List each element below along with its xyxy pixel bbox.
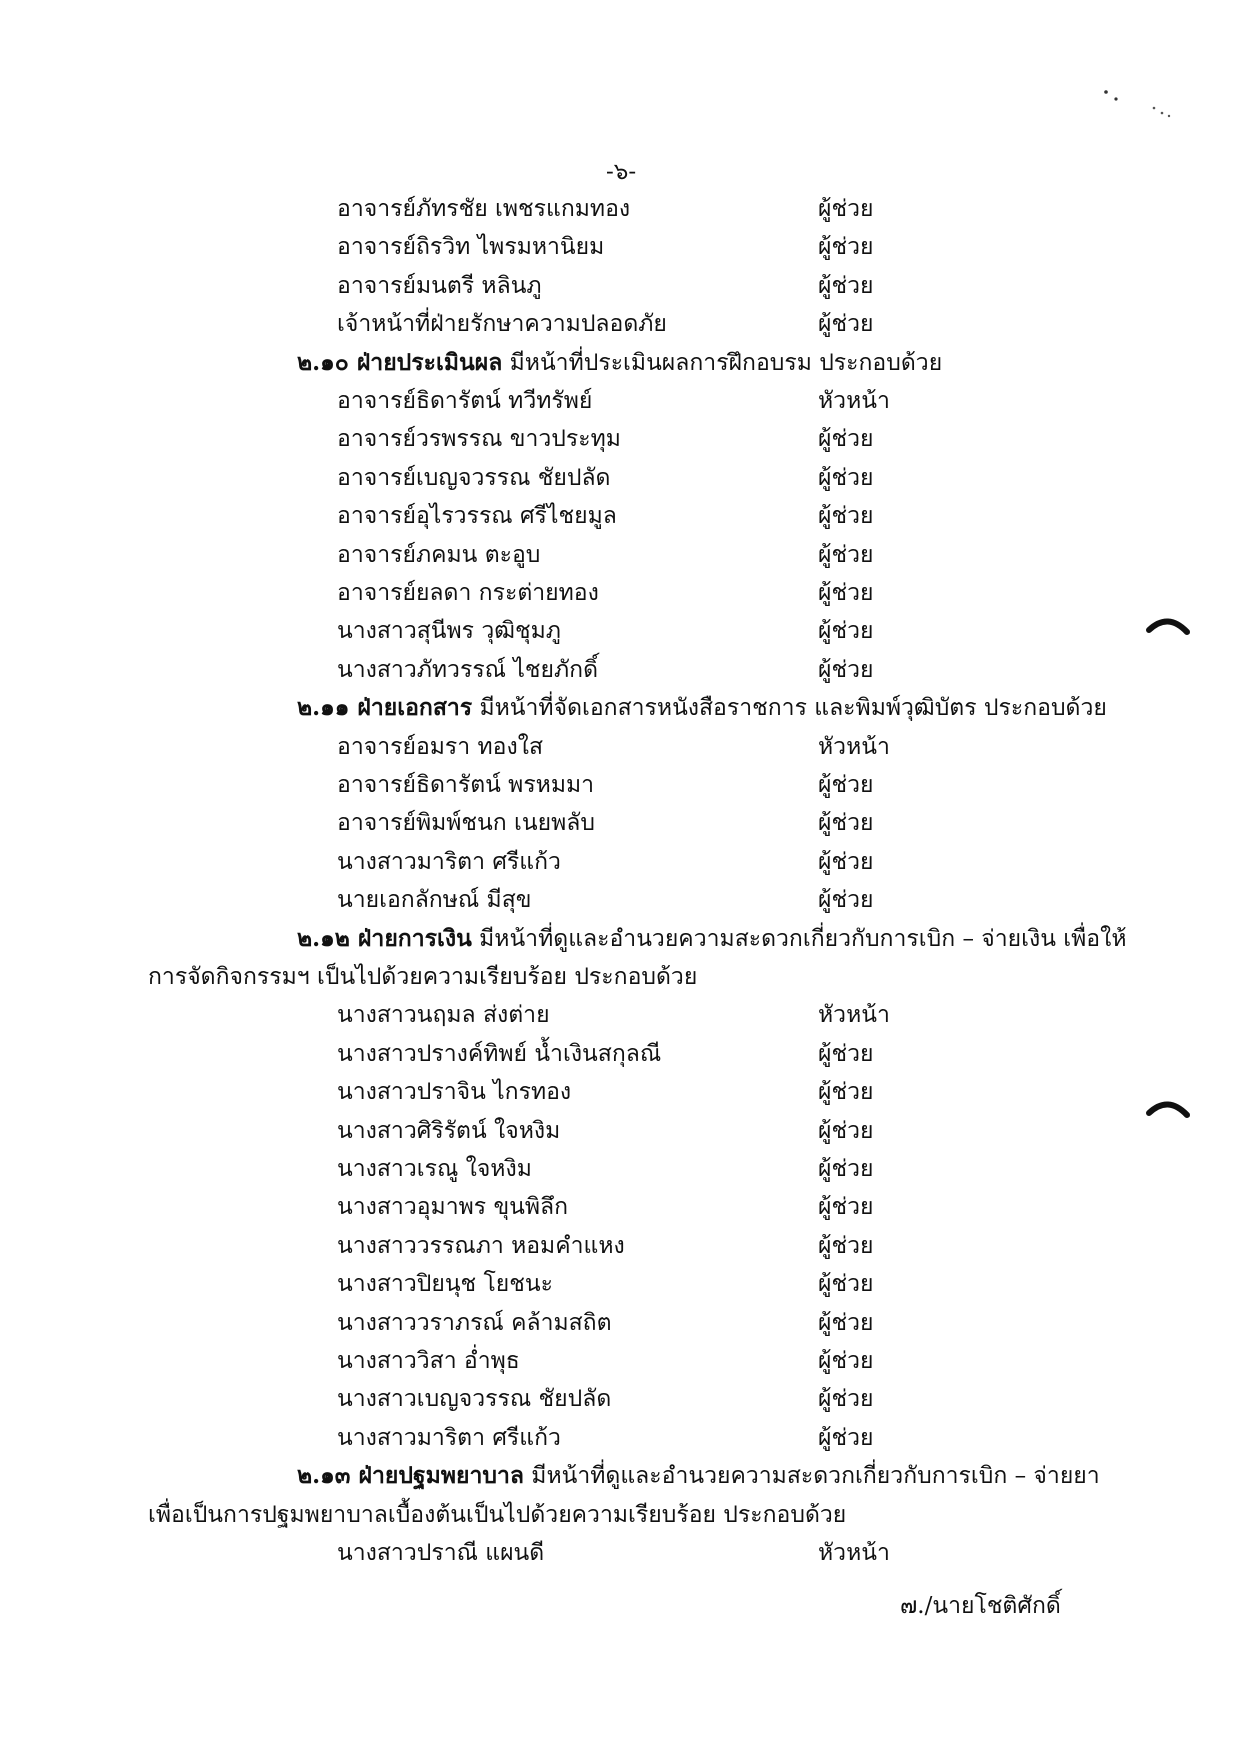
- member-name: อาจารย์ธิดารัตน์ ทวีทรัพย์: [337, 388, 593, 414]
- section-title: ๒.๑๓ ฝ่ายปฐมพยาบาล: [297, 1462, 524, 1489]
- member-role: ผู้ช่วย: [818, 311, 874, 337]
- member-role: ผู้ช่วย: [818, 1386, 874, 1412]
- member-name: อาจารย์ภัทรชัย เพชรแกมทอง: [337, 196, 631, 222]
- member-role: ผู้ช่วย: [818, 1194, 874, 1220]
- member-role: ผู้ช่วย: [818, 1271, 874, 1297]
- member-name: นางสาวศิริรัตน์ ใจหงิม: [337, 1118, 561, 1144]
- member-name: นายเอกลักษณ์ มีสุข: [337, 887, 532, 913]
- section-heading: [297, 348, 942, 378]
- member-role: ผู้ช่วย: [818, 1079, 874, 1105]
- member-name: อาจารย์ยลดา กระต่ายทอง: [337, 580, 599, 606]
- member-name: อาจารย์ภคมน ตะอูบ: [337, 542, 541, 568]
- member-name: นางสาววิสา อ่ำพุธ: [337, 1348, 520, 1374]
- member-role: ผู้ช่วย: [818, 426, 874, 452]
- member-name: นางสาวปราณี แผนดี: [337, 1540, 545, 1566]
- member-name: อาจารย์เบญจวรรณ ชัยปลัด: [337, 465, 611, 491]
- member-role: ผู้ช่วย: [818, 1233, 874, 1259]
- member-role: ผู้ช่วย: [818, 1310, 874, 1336]
- member-role: หัวหน้า: [818, 388, 890, 414]
- scan-specks: [1102, 88, 1172, 122]
- member-name: อาจารย์พิมพ์ชนก เนยพลับ: [337, 810, 595, 836]
- member-name: นางสาวปิยนุช โยชนะ: [337, 1271, 553, 1297]
- member-name: อาจารย์อมรา ทองใส: [337, 734, 543, 760]
- member-name: อาจารย์ธิดารัตน์ พรหมมา: [337, 772, 595, 798]
- member-name: อาจารย์อุไรวรรณ ศรีไชยมูล: [337, 503, 617, 529]
- member-name: นางสาวเรณู ใจหงิม: [337, 1156, 532, 1182]
- member-name: นางสาวเบญจวรรณ ชัยปลัด: [337, 1386, 612, 1412]
- section-description: มีหน้าที่ดูและอำนวยความสะดวกเกี่ยวกับการเบิก – จ่ายยา: [523, 1463, 1100, 1489]
- member-role: ผู้ช่วย: [818, 1425, 874, 1451]
- member-name: นางสาวปรางค์ทิพย์ น้ำเงินสกุลณี: [337, 1041, 662, 1067]
- section-description: มีหน้าที่ดูและอำนวยความสะดวกเกี่ยวกับการเบิก – จ่ายเงิน เพื่อให้: [471, 926, 1127, 952]
- member-role: ผู้ช่วย: [818, 618, 874, 644]
- member-role: ผู้ช่วย: [818, 810, 874, 836]
- section-heading: [297, 1461, 1100, 1491]
- member-role: หัวหน้า: [818, 1540, 890, 1566]
- member-name: อาจารย์ถิรวิท ไพรมหานิยม: [337, 234, 605, 260]
- member-role: ผู้ช่วย: [818, 657, 874, 683]
- member-role: ผู้ช่วย: [818, 887, 874, 913]
- section-title: ๒.๑๒ ฝ่ายการเงิน: [297, 925, 472, 952]
- member-role: ผู้ช่วย: [818, 772, 874, 798]
- member-name: เจ้าหน้าที่ฝ่ายรักษาความปลอดภัย: [337, 311, 667, 337]
- member-role: ผู้ช่วย: [818, 542, 874, 568]
- section-heading: [297, 924, 1127, 954]
- member-name: อาจารย์วรพรรณ ขาวประทุม: [337, 426, 621, 452]
- member-role: ผู้ช่วย: [818, 580, 874, 606]
- member-name: นางสาววราภรณ์ คล้ามสถิต: [337, 1310, 612, 1336]
- member-name: อาจารย์มนตรี หลินภู: [337, 273, 542, 299]
- member-name: นางสาวสุนีพร วุฒิชุมภู: [337, 618, 561, 644]
- footer-reference: ๗./นายโชติศักดิ์: [900, 1593, 1061, 1619]
- member-role: หัวหน้า: [818, 734, 890, 760]
- binding-mark-bottom: [1146, 1095, 1190, 1119]
- member-name: นางสาวภัทวรรณ์ ไชยภักดิ์: [337, 657, 599, 683]
- section-heading: [297, 693, 1107, 723]
- member-role: ผู้ช่วย: [818, 1348, 874, 1374]
- member-role: หัวหน้า: [818, 1002, 890, 1028]
- section-description-continued: การจัดกิจกรรมฯ เป็นไปด้วยความเรียบร้อย ประกอบด้วย: [148, 964, 698, 990]
- member-name: นางสาวมาริตา ศรีแก้ว: [337, 849, 561, 875]
- section-description: มีหน้าที่จัดเอกสารหนังสือราชการ และพิมพ์วุฒิบัตร ประกอบด้วย: [472, 695, 1107, 721]
- member-name: นางสาววรรณภา หอมคำแหง: [337, 1233, 625, 1259]
- member-name: นางสาวอุมาพร ขุนพิลึก: [337, 1194, 569, 1220]
- member-role: ผู้ช่วย: [818, 273, 874, 299]
- section-title: ๒.๑๑ ฝ่ายเอกสาร: [297, 694, 473, 721]
- section-description: มีหน้าที่ประเมินผลการฝึกอบรม ประกอบด้วย: [502, 350, 943, 376]
- member-role: ผู้ช่วย: [818, 234, 874, 260]
- member-name: นางสาวปราจิน ไกรทอง: [337, 1079, 572, 1105]
- section-title: ๒.๑๐ ฝ่ายประเมินผล: [297, 349, 503, 376]
- section-description-continued: เพื่อเป็นการปฐมพยาบาลเบื้องต้นเป็นไปด้วยความเรียบร้อย ประกอบด้วย: [148, 1502, 847, 1528]
- member-role: ผู้ช่วย: [818, 1156, 874, 1182]
- member-role: ผู้ช่วย: [818, 1041, 874, 1067]
- member-role: ผู้ช่วย: [818, 196, 874, 222]
- binding-mark-top: [1146, 612, 1190, 636]
- member-role: ผู้ช่วย: [818, 1118, 874, 1144]
- member-name: นางสาวนฤมล ส่งต่าย: [337, 1002, 550, 1028]
- page-number: -๖-: [606, 159, 637, 185]
- member-role: ผู้ช่วย: [818, 849, 874, 875]
- member-name: นางสาวมาริตา ศรีแก้ว: [337, 1425, 561, 1451]
- member-role: ผู้ช่วย: [818, 503, 874, 529]
- member-role: ผู้ช่วย: [818, 465, 874, 491]
